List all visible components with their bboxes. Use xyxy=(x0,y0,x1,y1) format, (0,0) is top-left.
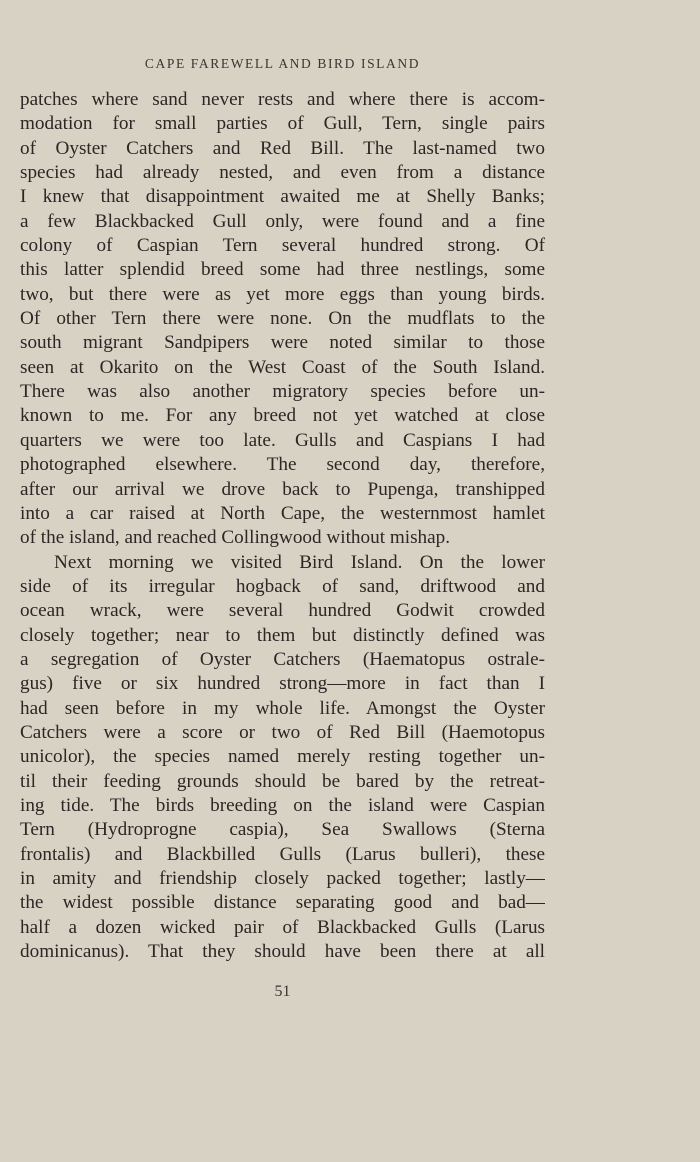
text-line: ing tide. The birds breeding on the island were Caspian xyxy=(20,794,545,816)
text-line: species had already nested, and even from a distance xyxy=(20,162,545,184)
text-line: south migrant Sandpipers were noted similar to those xyxy=(20,332,545,354)
text-line: of Oyster Catchers and Red Bill. The last-named two xyxy=(20,137,545,159)
text-line: a segregation of Oyster Catchers (Haematopus ostrale- xyxy=(20,648,545,670)
text-line: after our arrival we drove back to Pupenga, transhipped xyxy=(20,478,545,500)
text-line: closely together; near to them but distinctly defined was xyxy=(20,624,545,646)
text-line: two, but there were as yet more eggs than young birds. xyxy=(20,283,545,305)
text-line: Of other Tern there were none. On the mudflats to the xyxy=(20,308,545,330)
text-line: of the island, and reached Collingwood without mishap. xyxy=(20,527,451,549)
text-line: Tern (Hydroprogne caspia), Sea Swallows (Sterna xyxy=(20,819,545,841)
running-head: CAPE FAREWELL AND BIRD ISLAND xyxy=(144,56,421,71)
text-line: this latter splendid breed some had three nestlings, some xyxy=(20,259,545,281)
text-line: modation for small parties of Gull, Tern, single pairs xyxy=(20,113,545,135)
text-line: gus) five or six hundred strong—more in fact than I xyxy=(20,673,545,695)
text-line: dominicanus). That they should have been there at all xyxy=(20,941,545,963)
text-line: quarters we were too late. Gulls and Caspians I had xyxy=(20,429,545,451)
text-line: til their feeding grounds should be bared by the retreat- xyxy=(20,770,545,792)
text-line: side of its irregular hogback of sand, driftwood and xyxy=(20,575,545,597)
text-line: patches where sand never rests and where there is accom- xyxy=(20,89,545,110)
paragraph-start-line: Next morning we visited Bird Island. On the lower xyxy=(54,551,545,573)
text-line: into a car raised at North Cape, the westernmost hamlet xyxy=(20,502,545,524)
text-line: known to me. For any breed not yet watched at close xyxy=(20,405,545,427)
text-line: There was also another migratory species before un- xyxy=(20,381,545,403)
text-line: I knew that disappointment awaited me at Shelly Banks; xyxy=(20,186,545,208)
text-line: seen at Okarito on the West Coast of the South Island. xyxy=(20,356,545,378)
text-line: ocean wrack, were several hundred Godwit crowded xyxy=(20,600,545,622)
text-line: unicolor), the species named merely resting together un- xyxy=(20,746,545,768)
page-number: 51 xyxy=(274,983,291,1000)
text-line: had seen before in my whole life. Amongst the Oyster xyxy=(20,697,545,719)
text-line: photographed elsewhere. The second day, therefore, xyxy=(20,454,545,476)
text-line: Catchers were a score or two of Red Bill (Haemotopus xyxy=(20,721,545,743)
text-line: frontalis) and Blackbilled Gulls (Larus bulleri), these xyxy=(20,843,545,865)
text-line: a few Blackbacked Gull only, were found and a fine xyxy=(20,210,545,232)
text-line: colony of Caspian Tern several hundred strong. Of xyxy=(20,235,545,257)
text-line: the widest possible distance separating good and bad— xyxy=(20,892,545,914)
body-text xyxy=(20,88,545,964)
text-line: half a dozen wicked pair of Blackbacked Gulls (Larus xyxy=(20,916,545,938)
text-line: in amity and friendship closely packed together; lastly— xyxy=(20,868,545,889)
